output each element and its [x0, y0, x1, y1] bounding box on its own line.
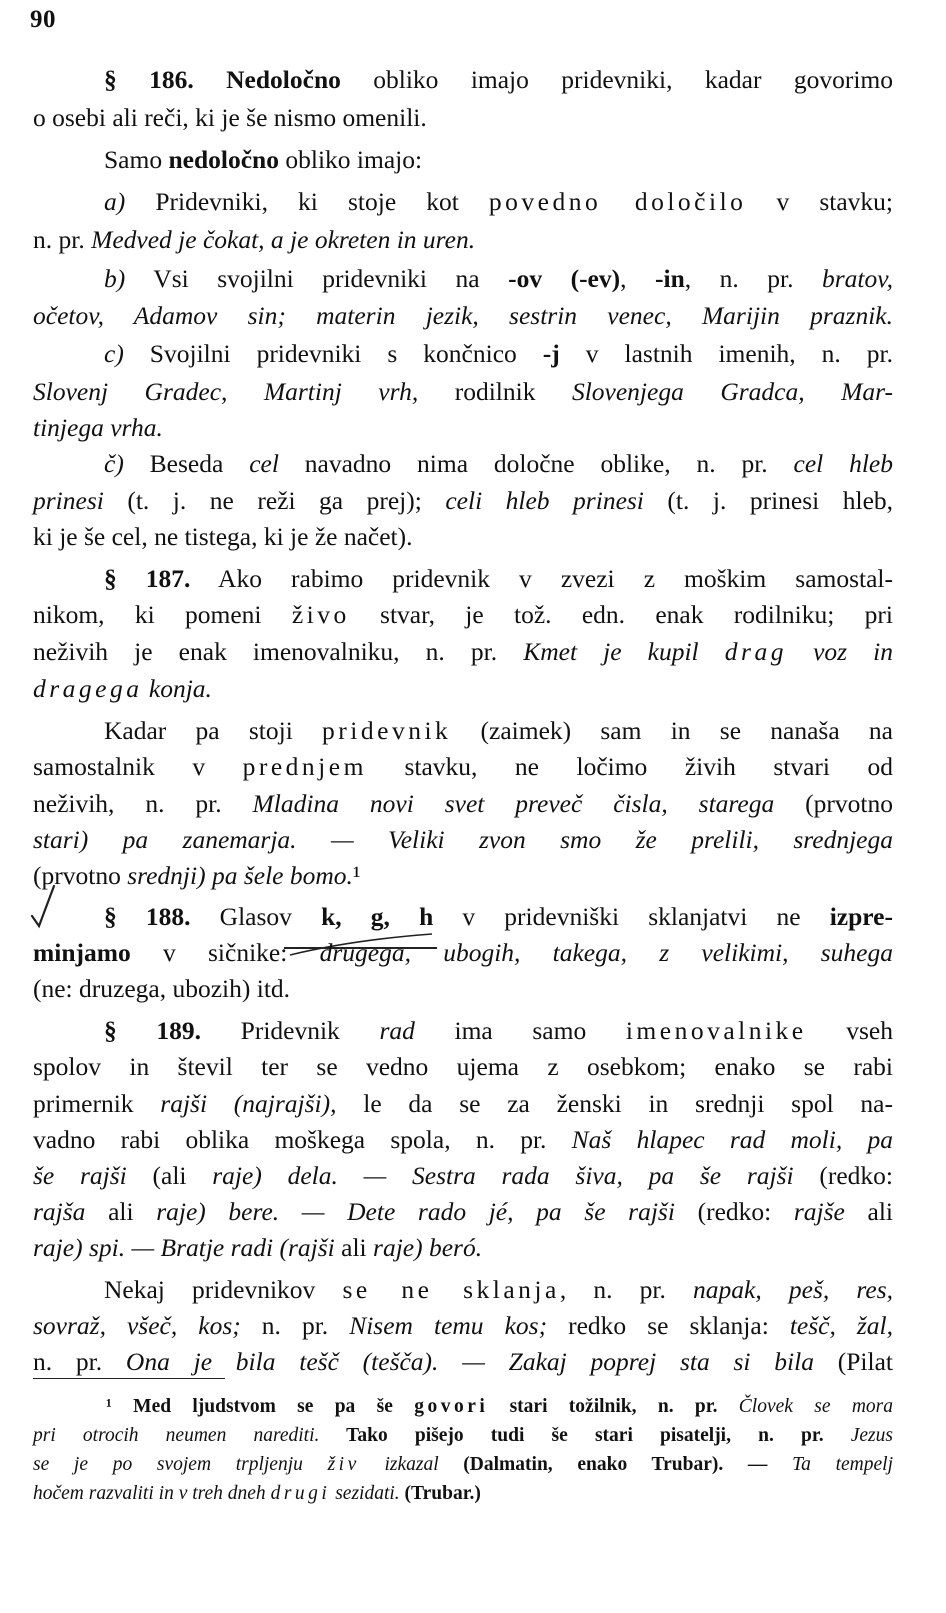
text-line: Samo nedoločno obliko imajo:	[104, 145, 423, 174]
text-line: c) Svojilni pridevniki s končnico -j v lastnih imenih, n. pr.	[104, 339, 893, 368]
text-line: minjamo v sičnike: drugega, ubogih, takega, z velikimi, suhega	[33, 938, 893, 967]
text-line: rajša ali raje) bere. — Dete rado jé, pa še rajši (redko: rajše ali	[33, 1197, 893, 1226]
text-line: spolov in števil ter se vedno ujema z osebkom; enako se rabi	[33, 1052, 893, 1081]
text-line: prinesi (t. j. ne reži ga prej); celi hleb prinesi (t. j. prinesi hleb,	[33, 486, 894, 515]
text-line: § 188. Glasov k, g, h v pridevniški sklanjatvi ne izpre-	[104, 902, 893, 931]
text-line: a) Pridevniki, ki stoje kot povedno določilo v stavku;	[104, 187, 894, 216]
text-line: neživih je enak imenovalniku, n. pr. Kmet je kupil drag voz in	[33, 637, 894, 666]
text-line: očetov, Adamov sin; materin jezik, sestrin venec, Marijin praznik.	[33, 301, 893, 330]
text-line: (prvotno srednji) pa šele bomo.¹	[33, 861, 361, 890]
text-line: ki je še cel, ne tistega, ki je že načet).	[33, 522, 413, 551]
text-line: neživih, n. pr. Mladina novi svet preveč čisla, starega (prvotno	[33, 789, 893, 818]
footnote-line: pri otrocih neumen narediti. Tako pišejo tudi še stari pisatelji, n. pr. Jezus	[33, 1425, 893, 1446]
text-line: Slovenj Gradec, Martinj vrh, rodilnik Slovenjega Gradca, Mar-	[33, 377, 893, 406]
text-line: (ne: druzega, ubozih) itd.	[33, 974, 291, 1003]
footnote-line: ¹ Med ljudstvom se pa še govori stari tožilnik, n. pr. Človek se mora	[106, 1396, 893, 1417]
page-number: 90	[30, 6, 56, 33]
text-line: sovraž, všeč, kos; n. pr. Nisem temu kos; redko se sklanja: tešč, žal,	[33, 1311, 894, 1340]
text-line: še rajši (ali raje) dela. — Sestra rada šiva, pa še rajši (redko:	[33, 1161, 894, 1190]
handwritten-check-mark	[30, 882, 60, 930]
text-line: Kadar pa stoji pridevnik (zaimek) sam in se nanaša na	[104, 716, 893, 745]
text-line: primernik rajši (najrajši), le da se za ženski in srednji spol na-	[33, 1089, 893, 1118]
text-line: Nekaj pridevnikov se ne sklanja, n. pr. napak, peš, res,	[104, 1275, 894, 1304]
footnote-line: hočem razvaliti in v treh dneh drugi sezidati. (Trubar.)	[33, 1483, 481, 1504]
text-line: § 187. Ako rabimo pridevnik v zvezi z moškim samostal-	[104, 564, 894, 593]
text-line: b) Vsi svojilni pridevniki na -ov (-ev), -in, n. pr. bratov,	[104, 264, 894, 293]
text-line: tinjega vrha.	[33, 413, 163, 442]
text-line: vadno rabi oblika moškega spola, n. pr. Naš hlapec rad moli, pa	[33, 1125, 893, 1154]
text-line: raje) spi. — Bratje radi (rajši ali raje) beró.	[33, 1233, 483, 1262]
text-line: č) Beseda cel navadno nima določne oblike, n. pr. cel hleb	[104, 449, 894, 478]
text-line: nikom, ki pomeni živo stvar, je tož. edn. enak rodilniku; pri	[33, 600, 893, 629]
text-line: dragega konja.	[33, 674, 212, 703]
footnote-rule	[33, 1378, 225, 1379]
text-line: § 189. Pridevnik rad ima samo imenovalnike vseh	[104, 1016, 893, 1045]
text-line: n. pr. Ona je bila tešč (tešča). — Zakaj poprej sta si bila (Pilat	[33, 1347, 893, 1376]
text-line: n. pr. Medved je čokat, a je okreten in uren.	[33, 225, 476, 254]
text-line: § 186. Nedoločno obliko imajo pridevniki, kadar govorimo	[104, 65, 893, 94]
text-line: stari) pa zanemarja. — Veliki zvon smo že prelili, srednjega	[33, 825, 893, 854]
text-line: samostalnik v prednjem stavku, ne ločimo živih stvari od	[33, 752, 893, 781]
text-line: o osebi ali reči, ki je še nismo omenili.	[33, 103, 427, 132]
footnote-line: se je po svojem trpljenju živ izkazal (Dalmatin, enako Trubar). — Ta tempelj	[33, 1454, 893, 1475]
